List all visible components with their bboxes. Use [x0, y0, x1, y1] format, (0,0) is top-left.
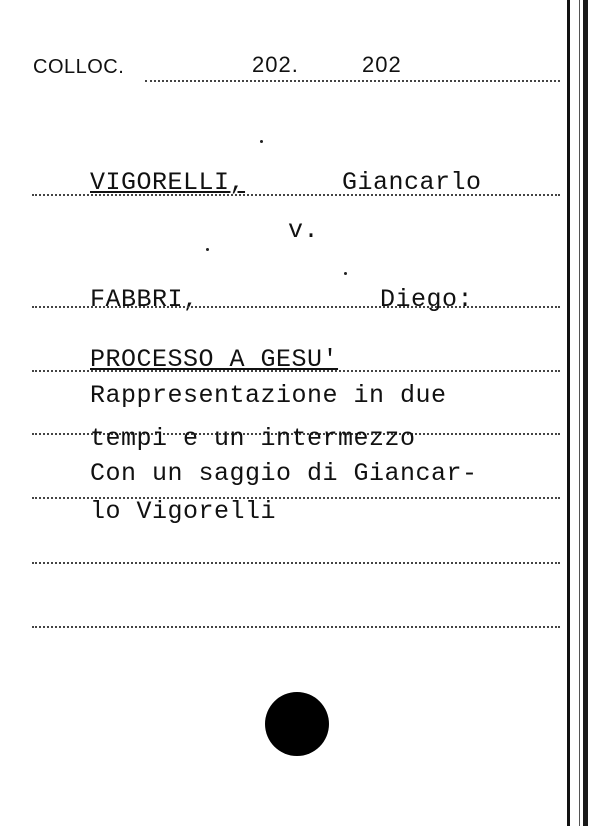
ruled-line-7 — [32, 562, 560, 564]
card-edge-line-thin — [579, 0, 580, 826]
speck — [260, 140, 263, 143]
colloc-value-1: 202. — [252, 52, 299, 77]
ruled-line-2 — [32, 194, 560, 196]
ruled-line-1 — [145, 80, 560, 82]
title-line-1: PROCESSO A GESU' — [90, 345, 339, 374]
author-surname: VIGORELLI, — [90, 168, 246, 197]
title-line-5: lo Vigorelli — [90, 497, 277, 526]
speck — [344, 272, 347, 275]
defendant-given-name: Diego: — [380, 285, 474, 314]
defendant-surname: FABBRI, — [90, 285, 199, 314]
card-edge-shadow — [583, 0, 588, 826]
title-line-4: Con un saggio di Giancar- — [90, 459, 478, 488]
ruled-line-8 — [32, 626, 560, 628]
colloc-label: COLLOC. — [33, 56, 125, 78]
versus-label: v. — [288, 216, 320, 245]
punch-hole — [265, 692, 329, 756]
title-line-2: Rappresentazione in due — [90, 381, 447, 410]
title-line-3: tempi e un intermezzo — [90, 424, 416, 453]
ruled-line-3 — [32, 306, 560, 308]
speck — [206, 248, 209, 251]
ruled-line-4 — [32, 370, 560, 372]
author-given-name: Giancarlo — [342, 168, 482, 197]
colloc-value-2: 202 — [362, 52, 402, 77]
card-edge-line — [567, 0, 570, 826]
